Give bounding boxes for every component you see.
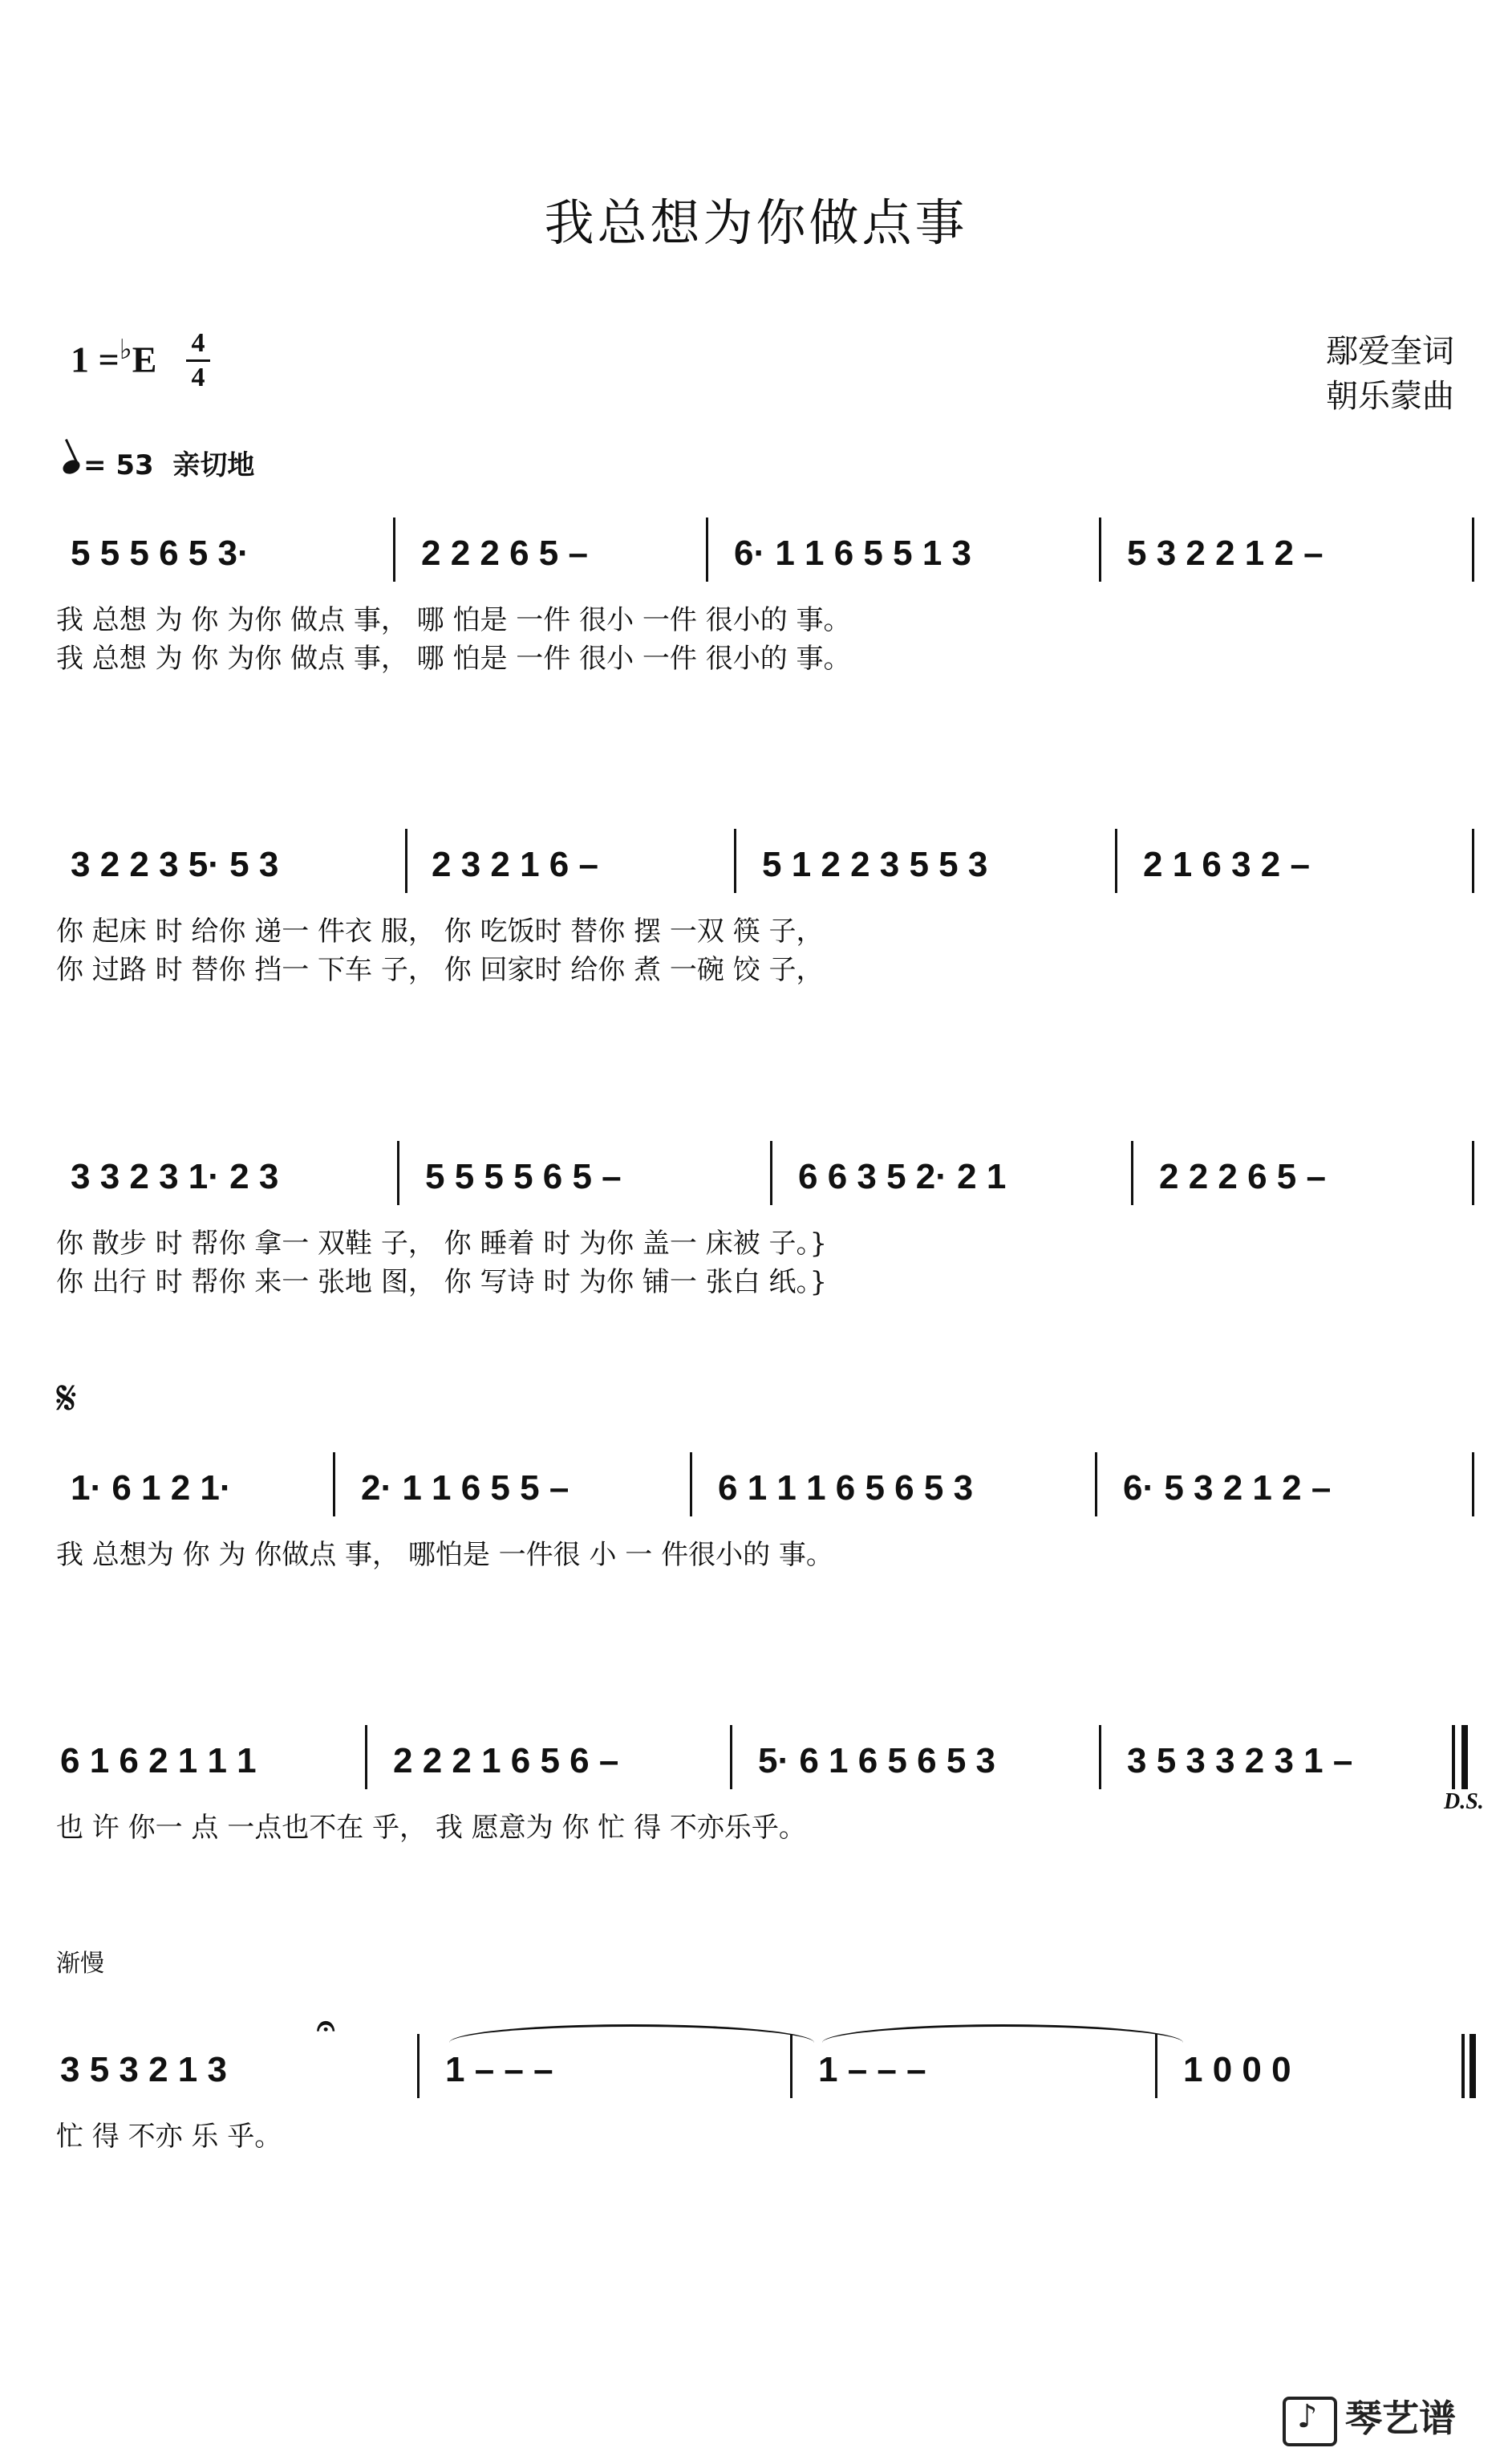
measure: 2 3 2 1 6 – — [432, 845, 598, 884]
credits — [1326, 329, 1454, 419]
barline — [1099, 518, 1101, 582]
lyrics-verse-1: 忙 得 不亦 乐 乎。 — [56, 2121, 282, 2153]
system-1 — [56, 534, 1476, 694]
lyrics-verse-2: 你 过路 时 替你 挡一 下车 子， 你 回家时 给你 煮 一碗 饺 子， — [56, 954, 824, 986]
tie-line — [822, 2024, 1183, 2043]
composer: 朝乐蒙曲 — [1326, 378, 1454, 415]
measure: 5 3 2 2 1 2 – — [1127, 534, 1324, 573]
lyricist: 鄢爱奎词 — [1326, 333, 1454, 370]
notes-row — [56, 534, 1476, 582]
measure: 5 5 5 5 6 5 – — [425, 1157, 622, 1196]
barline — [365, 1725, 367, 1789]
measure: 2 1 6 3 2 – — [1143, 845, 1310, 884]
measure: 6 1 6 2 1 1 1 — [60, 1741, 257, 1780]
barline — [734, 829, 736, 893]
meter-line — [186, 359, 210, 362]
barline — [1131, 1141, 1133, 1205]
time-signature — [186, 329, 210, 392]
measure: 3 2 2 3 5· 5 3 — [71, 845, 279, 884]
key-prefix: 1 = — [71, 339, 120, 380]
notes-row — [56, 1741, 1476, 1789]
system-3 — [56, 1157, 1476, 1317]
tempo-expression: 亲切地 — [172, 449, 255, 481]
lyrics-verse-2: 你 出行 时 帮你 来一 张地 图， 你 写诗 时 为你 铺一 张白 纸。} — [56, 1266, 828, 1298]
segno-sign: 𝄋 — [56, 1370, 77, 1427]
measure: 6 1 1 1 6 5 6 5 3 — [718, 1468, 974, 1508]
meter-top: 4 — [191, 328, 205, 358]
lyrics-verse-1: 你 起床 时 给你 递一 件衣 服， 你 吃饭时 替你 摆 一双 筷 子， — [56, 915, 824, 948]
measure: 1· 6 1 2 1· — [71, 1468, 232, 1508]
lyrics-verse-1: 我 总想 为 你 为你 做点 事， 哪 怕是 一件 很小 一件 很小的 事。 — [56, 604, 851, 636]
fermata-icon: 𝄐 — [317, 2008, 335, 2044]
repeat-barline — [1452, 1725, 1455, 1789]
notes-row — [56, 845, 1476, 893]
barline — [393, 518, 395, 582]
barline — [397, 1141, 399, 1205]
dal-segno-mark: D.S. — [1444, 1789, 1484, 1814]
flat-sign: ♭ — [119, 335, 132, 365]
key-letter: E — [132, 339, 157, 380]
measure: 1 0 0 0 — [1183, 2050, 1291, 2089]
barline — [333, 1452, 335, 1516]
barline — [417, 2034, 420, 2098]
notes-row — [56, 2008, 1476, 2098]
barline — [770, 1141, 772, 1205]
barline — [1472, 829, 1474, 893]
measure: 3 3 2 3 1· 2 3 — [71, 1157, 279, 1196]
measure: 6· 1 1 6 5 5 1 3 — [734, 534, 971, 573]
barline — [1155, 2034, 1157, 2098]
measure: 6· 5 3 2 1 2 – — [1123, 1468, 1332, 1508]
page-title: 我总想为你做点事 — [544, 193, 968, 252]
tempo-value: = 53 — [83, 449, 154, 481]
quarter-note-icon — [61, 457, 83, 477]
barline — [730, 1725, 732, 1789]
tempo-marking — [63, 443, 254, 482]
measure: 5 5 5 6 5 3· — [71, 534, 249, 573]
logo-icon — [1283, 2397, 1337, 2446]
measure: 5· 6 1 6 5 6 5 3 — [758, 1741, 995, 1780]
lyrics-verse-2: 我 总想 为 你 为你 做点 事， 哪 怕是 一件 很小 一件 很小的 事。 — [56, 643, 851, 675]
barline — [1095, 1452, 1097, 1516]
system-2 — [56, 845, 1476, 1005]
logo-text: 琴艺谱 — [1345, 2397, 1456, 2440]
measure: 2 2 2 6 5 – — [421, 534, 588, 573]
system-5 — [56, 1741, 1484, 1861]
barline — [790, 2034, 792, 2098]
ritardando-marking: 渐慢 — [56, 1950, 104, 1978]
measure: 5 1 2 2 3 5 5 3 — [762, 845, 988, 884]
tie-line — [449, 2024, 814, 2043]
final-barline-thick — [1469, 2034, 1476, 2098]
measure: 3 5 3 3 2 3 1 – — [1127, 1741, 1353, 1780]
barline — [405, 829, 407, 893]
site-logo — [1283, 2389, 1456, 2446]
barline — [706, 518, 708, 582]
notes-row — [56, 1157, 1476, 1205]
key-signature — [71, 334, 156, 380]
system-6 — [56, 2008, 1476, 2170]
measure: 2 2 2 6 5 – — [1159, 1157, 1326, 1196]
measure: 3 5 3 2 1 3 — [60, 2050, 227, 2089]
repeat-barline-thick — [1461, 1725, 1468, 1789]
barline — [1115, 829, 1117, 893]
meter-bottom: 4 — [191, 363, 205, 392]
notes-row — [56, 1468, 1476, 1516]
barline — [1472, 1452, 1474, 1516]
measure: 2 2 2 1 6 5 6 – — [393, 1741, 619, 1780]
lyrics-verse-1: 你 散步 时 帮你 拿一 双鞋 子， 你 睡着 时 为你 盖一 床被 子。} — [56, 1228, 828, 1260]
measure: 6 6 3 5 2· 2 1 — [798, 1157, 1007, 1196]
final-barline — [1461, 2034, 1465, 2098]
lyrics-verse-1: 我 总想为 你 为 你做点 事， 哪怕是 一件很 小 一 件很小的 事。 — [56, 1539, 833, 1571]
barline — [690, 1452, 692, 1516]
system-4 — [56, 1468, 1476, 1589]
barline — [1099, 1725, 1101, 1789]
measure: 1 – – – — [818, 2050, 926, 2089]
barline — [1472, 1141, 1474, 1205]
measure: 2· 1 1 6 5 5 – — [361, 1468, 570, 1508]
measure: 1 – – – — [445, 2050, 553, 2089]
barline — [1472, 518, 1474, 582]
lyrics-verse-1: 也 许 你一 点 一点也不在 乎， 我 愿意为 你 忙 得 不亦乐乎。 — [56, 1812, 806, 1844]
